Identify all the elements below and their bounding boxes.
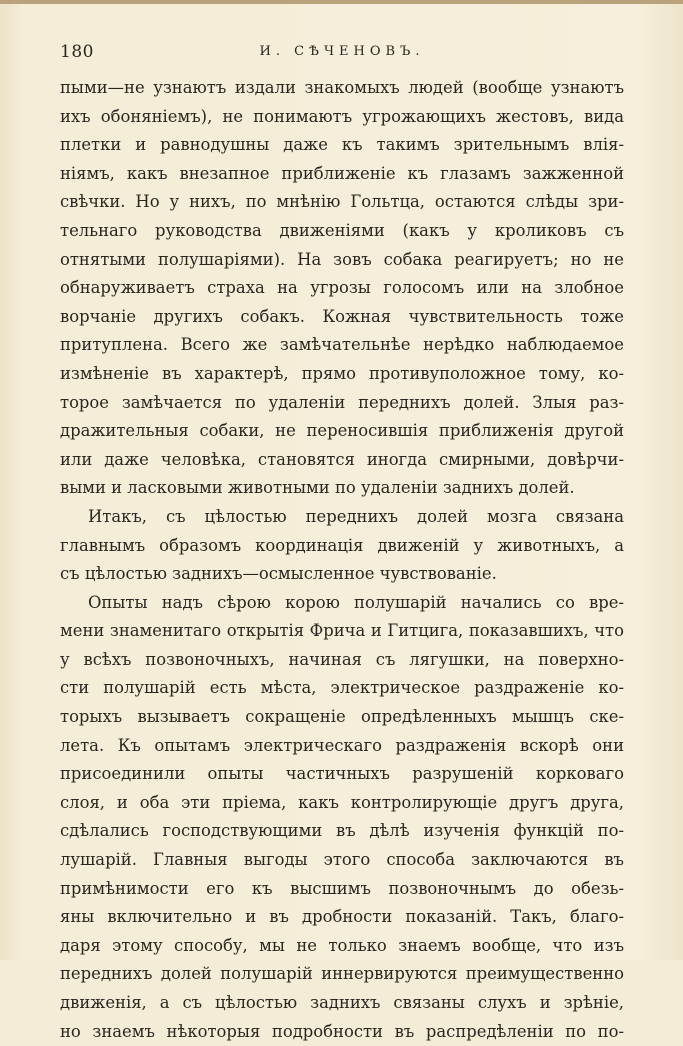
text-line: главнымъ образомъ координація движеній у животныхъ, а xyxy=(60,535,624,555)
text-line: торыхъ вызываетъ сокращеніе опредѣленныхъ мышцъ ске- xyxy=(60,707,624,727)
text-line: пыми—не узнаютъ издали знакомыхъ людей (вообще узнаютъ xyxy=(60,78,624,97)
text-line: яны включительно и въ дробности показаній. Такъ, благо- xyxy=(60,907,624,927)
text-line: ворчаніе другихъ собакъ. Кожная чувствительность тоже xyxy=(60,306,624,326)
text-line: сти полушарій есть мѣста, электрическое раздраженіе ко- xyxy=(60,678,624,698)
text-line: тельнаго руководства движеніями (какъ у кроликовъ съ xyxy=(60,220,624,240)
text-line: ніямъ, какъ внезапное приближеніе къ глазамъ зажженной xyxy=(60,163,624,183)
page-number: 180 xyxy=(60,42,94,62)
text-line: измѣненіе въ характерѣ, прямо противуположное тому, ко- xyxy=(60,363,624,383)
text-line: движенія, а съ цѣлостью заднихъ связаны слухъ и зрѣніе, xyxy=(60,993,624,1012)
text-line: плетки и равнодушны даже къ такимъ зрительнымъ влія- xyxy=(60,135,624,155)
text-line: отнятыми полушаріями). На зовъ собака реагируетъ; но не xyxy=(60,249,624,269)
text-line: свѣчки. Но у нихъ, по мнѣнію Гольтца, остаются слѣды зри- xyxy=(60,192,624,212)
running-head xyxy=(60,42,624,64)
text-line: но знаемъ нѣкоторыя подробности въ распредѣленіи по по- xyxy=(60,1021,624,1041)
text-line: даря этому способу, мы не только знаемъ вообще, что изъ xyxy=(60,935,624,955)
text-line: съ цѣлостью заднихъ—осмысленное чувствованіе. xyxy=(60,564,497,584)
text-line: лушарій. Главныя выгоды этого способа заключаются въ xyxy=(60,850,624,870)
body-text xyxy=(60,74,624,1046)
text-line: дражительныя собаки, не переносившія приближенія другой xyxy=(60,421,624,441)
text-line: или даже человѣка, становятся иногда смирными, довѣрчи- xyxy=(60,449,624,469)
text-line: Опыты надъ сѣрою корою полушарій начались со вре- xyxy=(88,592,624,612)
text-line: выми и ласковыми животными по удаленіи заднихъ долей. xyxy=(60,478,575,498)
text-line: обнаруживаетъ страха на угрозы голосомъ или на злобное xyxy=(60,278,624,298)
text-line: торое замѣчается по удаленіи переднихъ долей. Злыя раз- xyxy=(60,392,624,412)
text-line: лета. Къ опытамъ электрическаго раздраженія вскорѣ они xyxy=(60,735,624,755)
text-line: притуплена. Всего же замѣчательнѣе нерѣдко наблюдаемое xyxy=(60,335,624,355)
text-line: присоединили опыты частичныхъ разрушеній корковаго xyxy=(60,764,624,784)
text-line: Итакъ, съ цѣлостью переднихъ долей мозга связана xyxy=(88,506,624,526)
text-line: ихъ обоняніемъ), не понимаютъ угрожающихъ жестовъ, вида xyxy=(60,106,624,126)
page-top-edge xyxy=(0,0,683,4)
text-line: у всѣхъ позвоночныхъ, начиная съ лягушки, на поверхно- xyxy=(60,649,624,669)
text-line: примѣнимости его къ высшимъ позвоночнымъ до обезь- xyxy=(60,878,624,898)
text-line: слоя, и оба эти пріема, какъ контролирующіе другъ друга, xyxy=(60,792,624,812)
text-line: мени знаменитаго открытія Фрича и Гитцига, показавшихъ, что xyxy=(60,621,624,641)
running-head-author: И. СѢЧЕНОВЪ. xyxy=(259,44,425,59)
text-line: сдѣлались господствующими въ дѣлѣ изученія функцій по- xyxy=(60,821,624,841)
text-line: переднихъ долей полушарій иннервируются преимущественно xyxy=(60,964,624,984)
